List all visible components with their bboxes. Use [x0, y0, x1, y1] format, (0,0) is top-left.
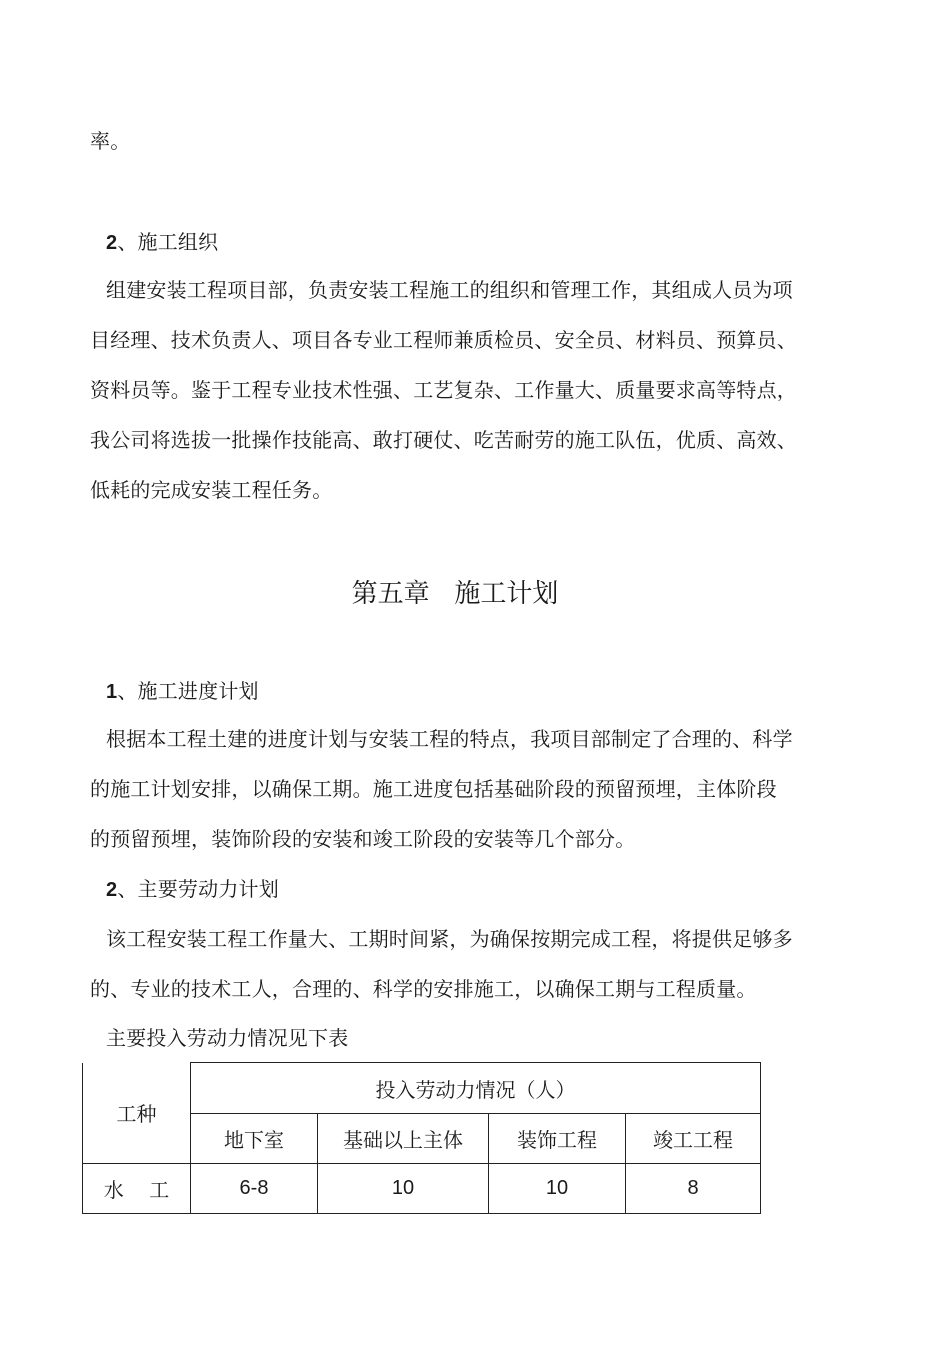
column-header: 地下室 [191, 1114, 318, 1164]
paragraph-line: 的预留预埋，装饰阶段的安装和竣工阶段的安装等几个部分。 [90, 827, 636, 851]
column-header: 基础以上主体 [318, 1114, 489, 1164]
paragraph-line: 目经理、技术负责人、项目各专业工程师兼质检员、安全员、材料员、预算员、 [90, 328, 797, 352]
paragraph-line: 的施工计划安排，以确保工期。施工进度包括基础阶段的预留预埋，主体阶段 [90, 777, 777, 801]
section-number: 2 [106, 879, 118, 901]
section-title: 、施工组织 [117, 230, 219, 254]
paragraph-line: 该工程安装工程工作量大、工期时间紧，为确保按期完成工程，将提供足够多 [106, 927, 793, 951]
section-number: 1 [106, 681, 118, 703]
section-title: 、主要劳动力计划 [117, 877, 279, 901]
paragraph-line: 低耗的完成安装工程任务。 [90, 478, 333, 502]
trade-header: 工种 [83, 1063, 191, 1164]
section-schedule-heading [106, 678, 259, 705]
top-fragment: 率。 [90, 129, 131, 153]
labor-table [82, 1062, 761, 1214]
table-row [83, 1164, 761, 1214]
chapter-title: 第五章 施工计划 [351, 579, 559, 609]
section-number: 2 [106, 232, 118, 254]
value-cell: 6-8 [191, 1164, 318, 1214]
paragraph-line: 组建安装工程项目部，负责安装工程施工的组织和管理工作，其组成人员为项 [106, 278, 793, 302]
paragraph-line: 资料员等。鉴于工程专业技术性强、工艺复杂、工作量大、质量要求高等特点， [90, 378, 797, 402]
column-header: 竣工工程 [626, 1114, 761, 1164]
trade-cell: 水 工 [83, 1164, 191, 1214]
paragraph-line: 的、专业的技术工人，合理的、科学的安排施工，以确保工期与工程质量。 [90, 977, 757, 1001]
section-title: 、施工进度计划 [117, 679, 259, 703]
table-caption: 主要投入劳动力情况见下表 [106, 1026, 349, 1050]
value-cell: 10 [489, 1164, 626, 1214]
paragraph-line: 根据本工程土建的进度计划与安装工程的特点，我项目部制定了合理的、科学 [106, 727, 793, 751]
column-header: 装饰工程 [489, 1114, 626, 1164]
paragraph-line: 我公司将选拔一批操作技能高、敢打硬仗、吃苦耐劳的施工队伍，优质、高效、 [90, 428, 797, 452]
value-cell: 10 [318, 1164, 489, 1214]
section-labor-heading [106, 876, 279, 903]
value-cell: 8 [626, 1164, 761, 1214]
group-header: 投入劳动力情况（人） [191, 1063, 761, 1114]
section-org-heading [106, 229, 218, 256]
